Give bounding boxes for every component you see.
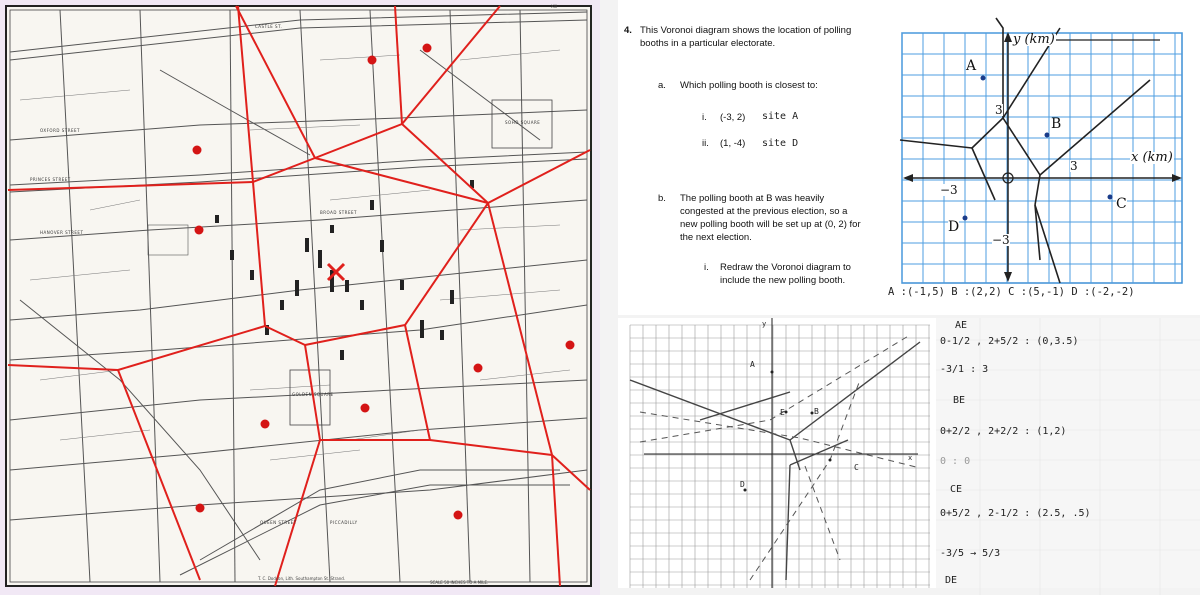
tick-x-neg3: −3 (940, 183, 958, 197)
street-label: QUEEN STREET (260, 520, 297, 525)
point-d-label: D (948, 219, 960, 235)
point-b-label: B (1051, 116, 1062, 132)
map-footer-left: T. C. Dodson, Lith. Southampton St. Strand. (258, 576, 346, 581)
pump-marker (361, 404, 370, 413)
work-be-slope: 0 : 0 (940, 456, 971, 467)
part-b-line-3: new polling booth will be set up at (0, 2) for (680, 219, 861, 230)
part-a-ii-coords: (1, -4) (720, 138, 746, 149)
part-b-i-label: i. (704, 262, 709, 273)
graph2-e-label: E (780, 408, 785, 417)
tick-x-3: 3 (1070, 159, 1078, 173)
graph2-a-label: A (750, 360, 755, 369)
graph2-c-label: C (854, 463, 859, 472)
street-label: HANOVER STREET (40, 230, 84, 235)
y-axis-label: y (km) (1013, 32, 1055, 47)
part-b-line-4: the next election. (680, 232, 752, 243)
graph2-d-label: D (740, 480, 745, 489)
part-b-i-line-2: include the new polling booth. (720, 275, 846, 286)
pump-marker (368, 56, 377, 65)
pump-marker (423, 44, 432, 53)
part-a-i-answer: site A (762, 111, 799, 122)
part-a-text: Which polling booth is closest to: (680, 80, 818, 91)
part-b-i-line-1: Redraw the Voronoi diagram to (720, 262, 851, 273)
question-number: 4. (624, 25, 632, 36)
street-label: PICCADILLY (330, 520, 358, 525)
part-a-i-coords: (-3, 2) (720, 112, 746, 123)
part-a-ii-answer: site D (762, 138, 799, 149)
work-ae-heading: AE (955, 320, 968, 331)
street-label: OXFORD STREET (40, 128, 80, 133)
point-a-label: A (966, 58, 977, 74)
point-d-marker (963, 216, 968, 221)
cholera-map-drawing (0, 0, 597, 595)
work-ce-heading: CE (950, 484, 963, 495)
part-b-line-1: The polling booth at B was heavily (680, 193, 825, 204)
graph2-x-label: x (908, 454, 913, 462)
work-ae-calc: 0-1/2 , 2+5/2 : (0,3.5) (940, 336, 1079, 347)
part-b-label: b. (658, 193, 666, 204)
pump-marker (454, 511, 463, 520)
worksheet-panel (600, 0, 1200, 595)
street-label: BROAD STREET (320, 210, 357, 215)
pump-marker (196, 504, 205, 513)
part-b-line-2: congested at the previous election, so a (680, 206, 848, 217)
work-de-heading: DE (945, 575, 958, 586)
work-ce-calc: 0+5/2 , 2-1/2 : (2.5, .5) (940, 508, 1091, 519)
graph2-b-label: B (814, 407, 819, 416)
pump-marker (566, 341, 575, 350)
question-text-line-2: booths in a particular electorate. (640, 38, 776, 49)
street-label: CASTLE ST. (255, 24, 283, 29)
street-label: GOLDEN SQUARE (292, 392, 334, 397)
part-a-i-label: i. (702, 112, 707, 123)
street-label: SOHO SQUARE (505, 120, 541, 125)
coordinates-note: A :(-1,5) B :(2,2) C :(5,-1) D :(-2,-2) (888, 286, 1135, 298)
pump-marker (195, 226, 204, 235)
part-a-label: a. (658, 80, 666, 91)
pump-marker (261, 420, 270, 429)
part-a-ii-label: ii. (702, 138, 709, 149)
street-label: PRINCES STREET (30, 177, 71, 182)
x-axis-label: x (km) (1131, 150, 1173, 165)
pump-marker (474, 364, 483, 373)
point-c-marker (1108, 195, 1113, 200)
map-page-number: XIII (551, 4, 558, 9)
pump-marker (193, 146, 202, 155)
point-c-label: C (1116, 196, 1127, 212)
cholera-map-panel (0, 0, 597, 595)
question-text-line-1: This Voronoi diagram shows the location of polling (640, 25, 852, 36)
point-b-marker (1045, 133, 1050, 138)
graph2-y-label: y (762, 320, 767, 328)
point-a-marker (981, 76, 986, 81)
tick-y-neg3: −3 (992, 233, 1010, 247)
work-be-calc: 0+2/2 , 2+2/2 : (1,2) (940, 426, 1067, 437)
map-footer-right: SCALE 50 INCHES TO A MILE. (430, 580, 489, 585)
work-be-heading: BE (953, 395, 966, 406)
work-ae-slope: -3/1 : 3 (940, 364, 989, 375)
work-ce-slope: -3/5 → 5/3 (940, 548, 1001, 559)
tick-y-3: 3 (995, 103, 1003, 117)
